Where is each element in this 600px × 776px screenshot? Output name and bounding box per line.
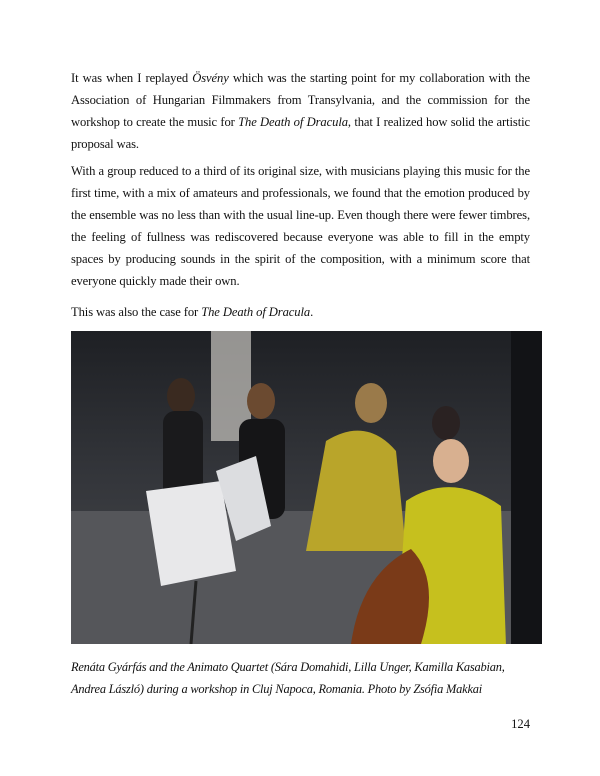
text: which was the starting point for my collaboration with the Association of Hungarian Filmmakers from Transylvania, and the commission for the workshop to create the music for	[71, 71, 531, 129]
page-number: 124	[511, 717, 530, 731]
quartet-photo	[71, 331, 542, 644]
title-italic: The Death of Dracula	[238, 115, 348, 129]
paragraph-2: With a group reduced to a third of its original size, with musicians playing this music for the first time, with a mix of amateurs and professionals, we found that the emotion produced by the ensemble was no less than with the usual line-up. Even though there were fewer timbres, the feeling of fullness was rediscovered because everyone was able to fill in the empty spaces by producing sounds in the spirit of the composition, with a minimum score that everyone quickly made their own.	[71, 164, 530, 288]
text: .	[310, 305, 314, 319]
paragraph-3	[71, 301, 530, 323]
paragraph-1	[71, 67, 530, 155]
text: This was also the case for	[71, 305, 202, 319]
photo-caption: Renáta Gyárfás and the Animato Quartet (Sára Domahidi, Lilla Unger, Kamilla Kasabian, Andrea László) during a workshop in Cluj Napoca, Romania. Photo by Zsófia Makkai	[71, 660, 505, 696]
photo-illustration	[71, 331, 542, 644]
page-body	[71, 0, 542, 734]
title-italic: The Death of Dracula	[201, 305, 311, 319]
text: , that I realized how solid the artistic proposal was.	[71, 115, 531, 151]
title-italic: Ösvény	[192, 71, 229, 85]
text: It was when I replayed	[71, 71, 193, 85]
